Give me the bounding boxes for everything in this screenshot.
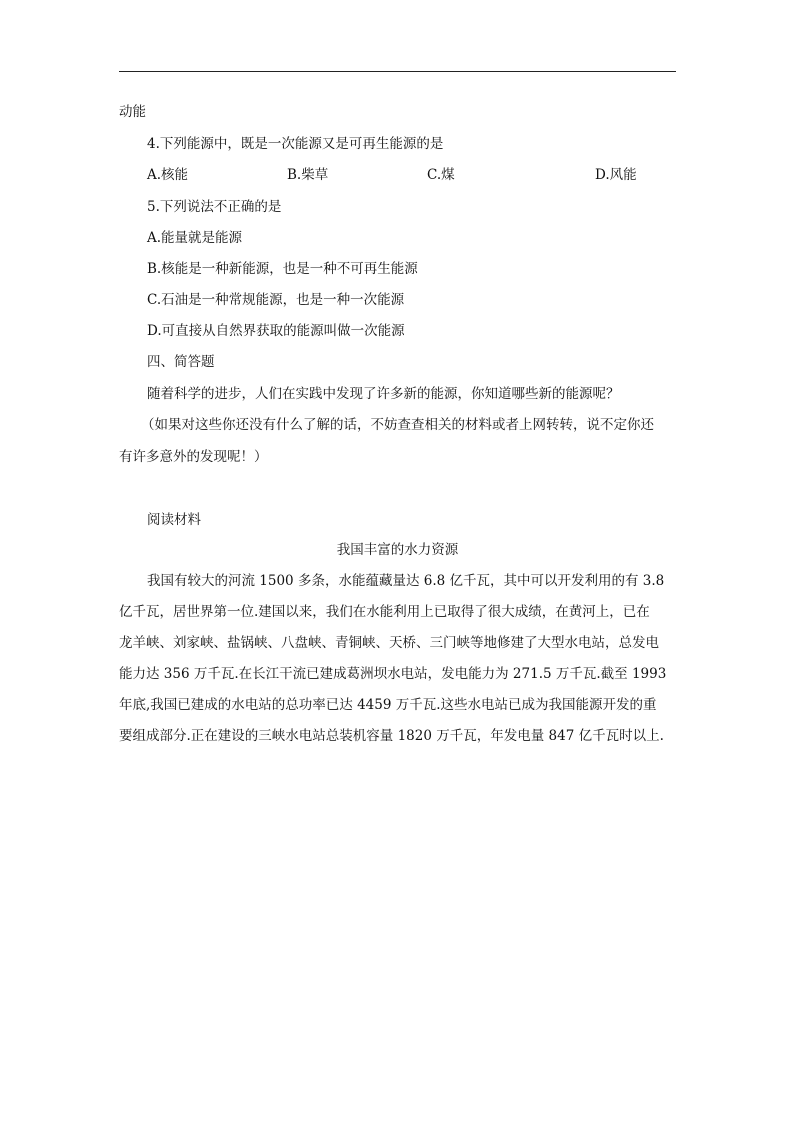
reading-label: 阅读材料 (147, 512, 201, 528)
short-answer-question: 随着科学的进步，人们在实践中发现了许多新的能源，你知道哪些新的能源呢？ (147, 386, 620, 402)
q5-option-a: A.能量就是能源 (147, 230, 243, 246)
q4-option-a: A.核能 (147, 167, 189, 183)
q5-option-d: D.可直接从自然界获取的能源叫做一次能源 (147, 323, 405, 339)
paragraph-line-1: 我国有较大的河流 1500 多条，水能蕴藏量达 6.8 亿千瓦，其中可以开发利用的有 3.8 (147, 573, 665, 589)
q5-option-b: B.核能是一种新能源，也是一种不可再生能源 (147, 261, 418, 277)
q4-option-b: B.柴草 (287, 167, 329, 183)
paragraph-line-2: 亿千瓦，居世界第一位.建国以来，我们在水能利用上已取得了很大成绩，在黄河上，已在 (119, 604, 650, 620)
paragraph-line-6: 要组成部分.正在建设的三峡水电站总装机容量 1820 万千瓦，年发电量 847 亿千瓦时以上. (119, 728, 664, 744)
reading-title: 我国丰富的水力资源 (336, 542, 459, 558)
question-4: 4.下列能源中，既是一次能源又是可再生能源的是 (147, 136, 444, 152)
section-heading: 四、简答题 (147, 354, 215, 370)
paragraph-line-4: 能力达 356 万千瓦.在长江干流已建成葛洲坝水电站，发电能力为 271.5 万千瓦.截至 1993 (119, 666, 667, 682)
paragraph-line-5: 年底,我国已建成的水电站的总功率已达 4459 万千瓦.这些水电站已成为我国能源开发的重 (119, 697, 657, 713)
continued-text: 动能 (119, 104, 146, 120)
short-answer-hint: （如果对这些你还没有什么了解的话，不妨查查相关的材料或者上网转转，说不定你还 (141, 417, 654, 433)
header-rule (119, 71, 676, 72)
question-5: 5.下列说法不正确的是 (147, 199, 282, 215)
q5-option-c: C.石油是一种常规能源，也是一种一次能源 (147, 292, 405, 308)
q4-option-c: C.煤 (427, 167, 455, 183)
paragraph-line-3: 龙羊峡、刘家峡、盐锅峡、八盘峡、青铜峡、天桥、三门峡等地修建了大型水电站，总发电 (119, 635, 659, 651)
short-answer-hint-cont: 有许多意外的发现呢！） (119, 449, 268, 465)
q4-option-d: D.风能 (595, 167, 637, 183)
